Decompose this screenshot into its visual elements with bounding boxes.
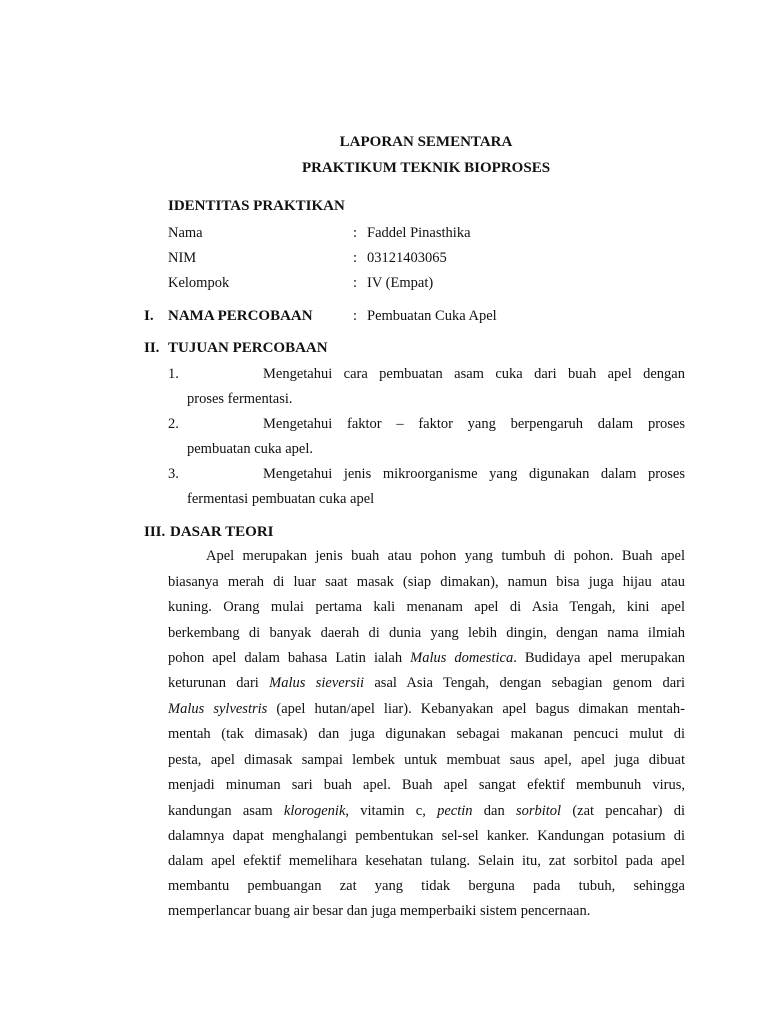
list-item-text-continued: fermentasi pembuatan cuka apel — [187, 491, 375, 507]
paragraph-line: memperlancar buang air besar dan juga memperbaiki sistem pencernaan. — [168, 903, 591, 919]
list-item-text: Mengetahui faktor – faktor yang berpengaruh dalam proses — [263, 416, 685, 432]
paragraph-line: berkembang di banyak daerah di dunia yang lebih dingin, dengan nama ilmiah — [168, 625, 685, 641]
italic-term: klorogenik — [283, 803, 346, 819]
paragraph-line: membantu pembuangan zat yang tidak berguna pada tubuh, sehingga — [168, 878, 685, 894]
italic-term: pectin — [437, 803, 473, 819]
identity-label: Nama — [168, 225, 203, 241]
paragraph-line: mentah (tak dimasak) dan juga digunakan sebagai makanan pencuci mulut di — [168, 726, 685, 742]
section-2-heading: TUJUAN PERCOBAAN — [168, 340, 328, 356]
identity-heading: IDENTITAS PRAKTIKAN — [168, 198, 345, 214]
identity-label: Kelompok — [168, 275, 230, 291]
scientific-name: Malus sylvestris — [168, 701, 268, 717]
paragraph-line — [168, 701, 685, 718]
identity-colon: : — [353, 250, 358, 266]
paragraph-line — [168, 803, 685, 820]
list-item-text: Mengetahui cara pembuatan asam cuka dari buah apel dengan — [263, 366, 685, 382]
identity-value: IV (Empat) — [367, 275, 434, 291]
paragraph-line: menjadi minuman sari buah apel. Buah apel sangat efektif membunuh virus, — [168, 777, 685, 793]
identity-colon: : — [353, 275, 358, 291]
text-run: , vitamin c, — [345, 803, 438, 819]
section-3-number: III. — [144, 524, 166, 540]
section-2-number: II. — [144, 340, 160, 356]
list-item-number: 2. — [168, 416, 179, 432]
paragraph-line: pesta, apel dimasak sampai lembek untuk membuat saus apel, apel juga dibuat — [168, 752, 685, 768]
list-item-number: 1. — [168, 366, 179, 382]
report-subtitle: PRAKTIKUM TEKNIK BIOPROSES — [301, 160, 551, 176]
text-run: (apel hutan/apel liar). Kebanyakan apel bagus dimakan mentah- — [267, 701, 686, 717]
scientific-name: Malus sieversii — [269, 675, 365, 691]
list-item-number: 3. — [168, 466, 179, 482]
text-run: dan — [472, 803, 516, 819]
text-run: pohon apel dalam bahasa Latin ialah — [168, 650, 411, 666]
text-run: keturunan dari — [168, 675, 270, 691]
identity-value: 03121403065 — [367, 250, 447, 266]
scientific-name: Malus domestica — [410, 650, 514, 666]
text-run: kandungan asam — [168, 803, 284, 819]
text-run: asal Asia Tengah, dengan sebagian genom dari — [364, 675, 685, 691]
section-3-heading: DASAR TEORI — [170, 524, 274, 540]
paragraph-line: biasanya merah di luar saat masak (siap dimakan), namun bisa juga hijau atau — [168, 574, 685, 590]
paragraph-line: dalamnya dapat menghalangi pembentukan sel-sel kanker. Kandungan potasium di — [168, 828, 685, 844]
text-run: (zat pencahar) di — [561, 803, 685, 819]
italic-term: sorbitol — [515, 803, 562, 819]
report-title: LAPORAN SEMENTARA — [339, 134, 513, 150]
section-1-value: Pembuatan Cuka Apel — [367, 308, 497, 324]
identity-label: NIM — [168, 250, 197, 266]
text-run: . Budidaya apel merupakan — [513, 650, 686, 666]
paragraph-line — [168, 650, 685, 667]
identity-colon: : — [353, 225, 358, 241]
paragraph-line: kuning. Orang mulai pertama kali menanam apel di Asia Tengah, kini apel — [168, 599, 685, 615]
list-item-text-continued: proses fermentasi. — [187, 391, 293, 407]
list-item-text: Mengetahui jenis mikroorganisme yang digunakan dalam proses — [263, 466, 685, 482]
paragraph-line: dalam apel efektif memelihara kesehatan tulang. Selain itu, zat sorbitol pada apel — [168, 853, 685, 869]
paragraph-line — [168, 675, 685, 692]
section-1-number: I. — [144, 308, 154, 324]
paragraph-line: Apel merupakan jenis buah atau pohon yang tumbuh di pohon. Buah apel — [206, 548, 685, 564]
section-1-colon: : — [353, 308, 358, 324]
list-item-text-continued: pembuatan cuka apel. — [187, 441, 314, 457]
identity-value: Faddel Pinasthika — [367, 225, 471, 241]
section-1-heading: NAMA PERCOBAAN — [168, 308, 313, 324]
